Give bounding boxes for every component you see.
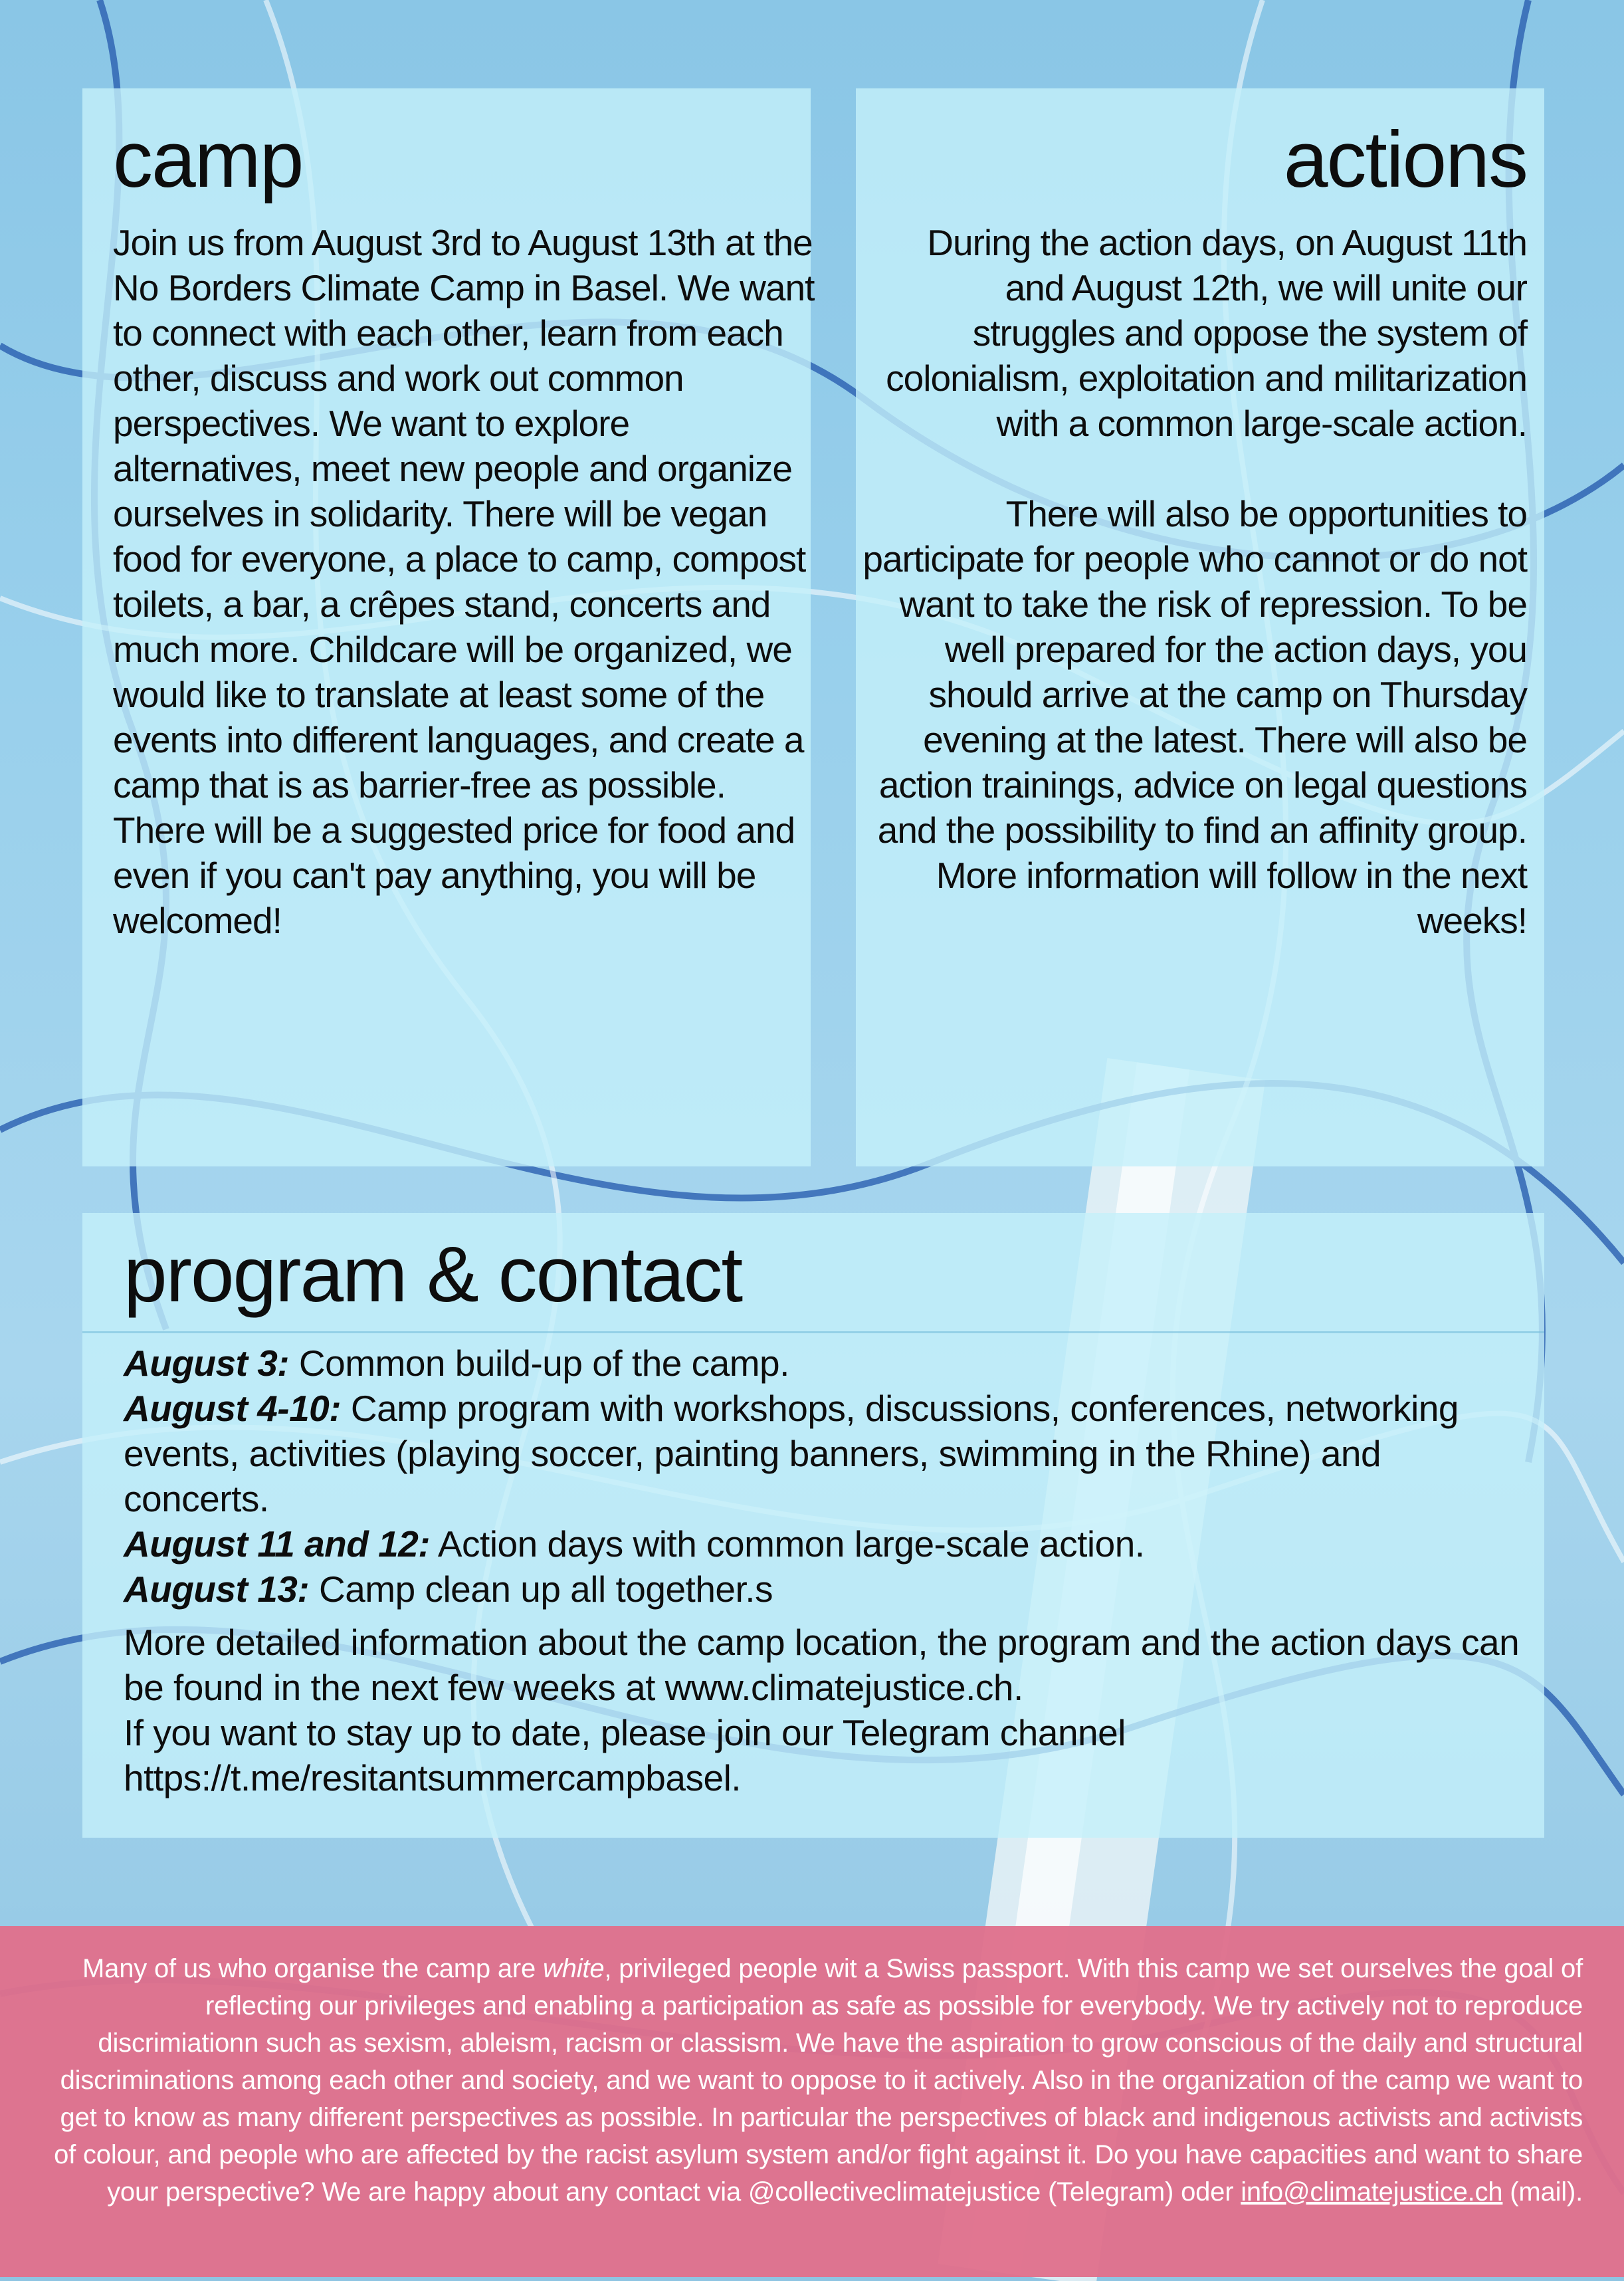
actions-paragraph-1: During the action days, on August 11th and August 12th, we will unite our struggles and oppose the system of colonialism, exploitation and militarization with a common large-scale action. [886,222,1527,444]
more-info-line: More detailed information about the camp location, the program and the action days can be found in the next few weeks at www.climatejustice.ch. [124,1621,1520,1708]
actions-body-text [863,220,1527,943]
schedule-item [124,1341,1526,1386]
schedule-text: Camp program with workshops, discussions, conferences, networking events, activities (playing soccer, painting banners, swimming in the Rhine) and concerts. [124,1387,1459,1519]
schedule-text: Common build-up of the camp. [289,1342,789,1384]
program-contact-panel [82,1213,1544,1838]
camp-panel [82,88,815,1166]
schedule-date: August 4-10: [124,1387,342,1429]
telegram-line: If you want to stay up to date, please join our Telegram channel [124,1711,1126,1753]
footer-text-part-3: (mail). [1502,2177,1583,2207]
schedule-text: Camp clean up all together.s [309,1568,773,1610]
program-title: program & contact [124,1231,742,1319]
actions-paragraph-2: There will also be opportunities to participate for people who cannot or do not want to take the risk of repression. To be well prepared for the action days, you should arrive at the camp on Thursday evening at the latest. There will also be action trainings, advice on legal questions and the possibility to find an affinity group. More information will follow in the next weeks! [863,493,1527,941]
schedule-item [124,1567,1526,1612]
schedule-date: August 13: [124,1568,310,1610]
schedule-item [124,1386,1526,1521]
telegram-link[interactable]: https://t.me/resitantsummercampbasel. [124,1757,742,1798]
camp-title: camp [113,115,303,204]
schedule-list [124,1341,1526,1612]
actions-panel [856,88,1544,1166]
more-info-text [124,1620,1526,1800]
schedule-text: Action days with common large-scale action. [430,1523,1145,1565]
footer-emphasis: white [543,1954,605,1983]
divider [82,1331,1544,1333]
camp-body-text: Join us from August 3rd to August 13th at the No Borders Climate Camp in Basel. We want to connect with each other, learn from each other, discuss and work out common perspectives. We want to explore alternatives, meet new people and organize ourselves in solidarity. There will be vegan food for everyone, a place to camp, compost toilets, a bar, a crêpes stand, concerts and much more. Childcare will be organized, we would like to translate at least some of the events into different languages, and create a camp that is as barrier-free as possible. There will be a suggested price for food and even if you can't pay anything, you will be welcomed! [113,222,815,941]
schedule-date: August 11 and 12: [124,1523,431,1565]
schedule-date: August 3: [124,1342,290,1384]
footer-text-part-2: , privileged people wit a Swiss passport. With this camp we set ourselves the goal of reflecting our privileges and enabling a participation as safe as possible for everybody. We try actively not to reproduce discrimiationn such as sexism, ableism, racism or classism. We have the aspiration to grow conscious of the daily and structural discriminations among each other and society, and we want to oppose to it actively. Also in the organization of the camp we want to get to know as many different perspectives as possible. In particular the perspectives of black and indigenous activists and activists of colour, and people who are affected by the racist asylum system and/or fight against it. Do you have capacities and want to share your perspective? We are happy about any contact via @collectiveclimatejustice (Telegram) oder [54,1954,1583,2207]
footer-text-part-1: Many of us who organise the camp are [82,1954,544,1983]
contact-email-link[interactable]: info@climatejustice.ch [1241,2177,1503,2207]
actions-title: actions [1283,115,1527,204]
privilege-statement-footer [0,1926,1624,2277]
schedule-item [124,1521,1526,1567]
